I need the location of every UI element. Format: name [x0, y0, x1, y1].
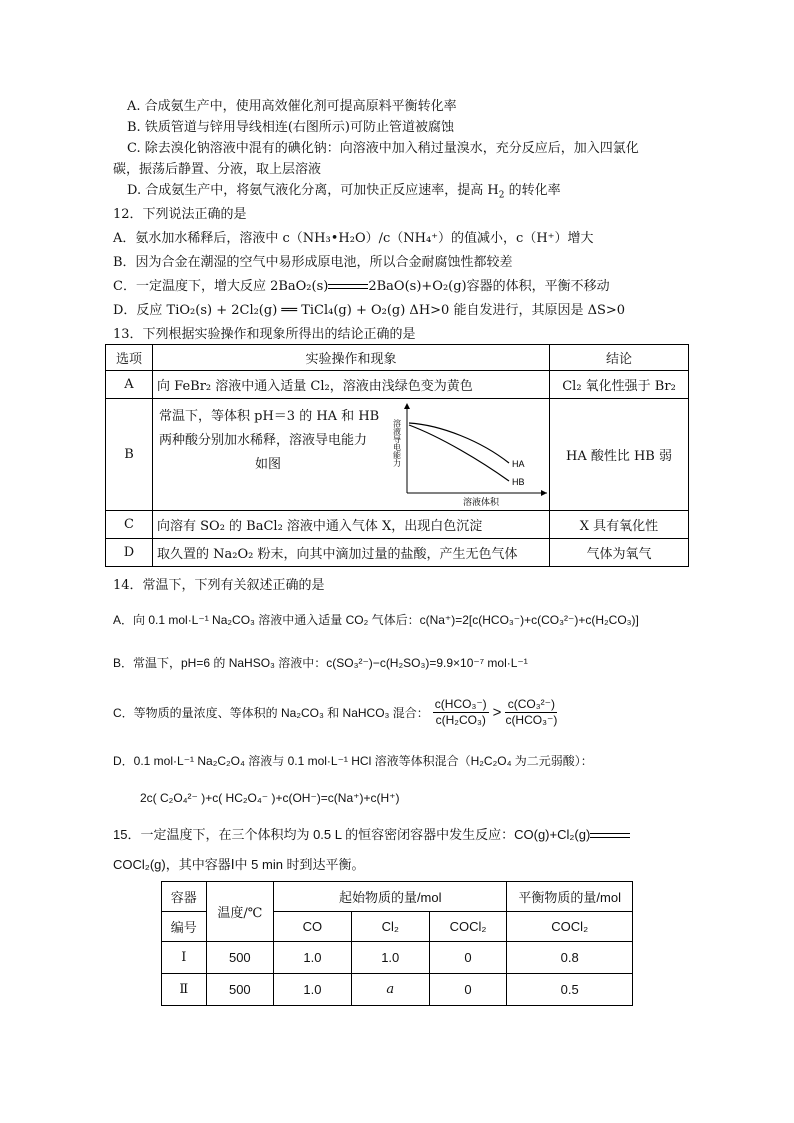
q11-option-d: D. 合成氨生产中，将氨气液化分离，可加快正反应速率，提高 $H_2$ 的转化率	[127, 183, 561, 201]
q13-row-c-conclusion: X 具有氧化性	[550, 511, 689, 539]
table-row	[106, 371, 689, 399]
fraction-1: $\frac{\text{c(HCO₃⁻)}}{\text{c(H₂CO₃)}}$	[434, 697, 487, 727]
q13-row-b-operation	[153, 399, 550, 511]
q14-option-d-equation: 2c( C₂O₄²⁻ )+c( HC₂O₄⁻ )+c(OH⁻)=c(Na⁺)+c(H⁺)	[140, 791, 400, 805]
q13-row-b-option: B	[106, 399, 153, 511]
q12-option-c: C．一定温度下，增大反应 2BaO₂(s) 2BaO(s)+O₂(g)容器的体积，平衡不移动	[113, 279, 610, 294]
q13-row-b-text-1: 常温下，等体积 pH＝3 的 HA 和 HB	[159, 409, 380, 424]
table-row	[106, 539, 689, 567]
q14-title: 14．常温下，下列有关叙述正确的是	[113, 578, 325, 593]
q15-header-eq: 平衡物质的量/mol	[507, 882, 633, 912]
q13-row-b-text-3: 如图	[255, 457, 282, 472]
q13-table	[105, 344, 689, 567]
table-row	[106, 399, 689, 511]
q13-header-conclusion: 结论	[550, 345, 689, 371]
table-row: Ⅱ 500 1.0 a 0 0.5	[162, 974, 633, 1006]
q15-sub-co: CO	[274, 912, 352, 942]
q14-option-c-text: C．等物质的量浓度、等体积的 Na₂CO₃ 和 NaHCO₃ 混合：	[113, 705, 429, 720]
ha-curve	[409, 423, 509, 463]
ha-label: HA	[512, 459, 525, 469]
q11-option-c-cont: 碳，振荡后静置、分液，取上层溶液	[113, 162, 322, 177]
table-row	[106, 511, 689, 539]
q13-row-c-option: C	[106, 511, 153, 539]
q15-table	[161, 881, 633, 1006]
q11-option-b: B. 铁质管道与锌用导线相连(右图所示)可防止管道被腐蚀	[127, 120, 454, 135]
q12-title: 12．下列说法正确的是	[113, 207, 247, 222]
q15-line-1: 15．一定温度下，在三个体积均为 0.5 L 的恒容密闭容器中发生反应：CO(g)+Cl₂(g)	[113, 826, 630, 844]
conductivity-graph	[371, 401, 551, 509]
equilibrium-arrow-icon	[328, 282, 368, 292]
q15-header-container: 容器	[162, 882, 207, 912]
q15-header-start: 起始物质的量/mol	[274, 882, 507, 912]
q14-option-a: A．向 0.1 mol·L⁻¹ Na₂CO₃ 溶液中通入适量 CO₂ 气体后：c(Na⁺)=2[c(HCO₃⁻)+c(CO₃²⁻)+c(H₂CO₃)]	[113, 613, 639, 627]
q11-option-a: A. 合成氨生产中，使用高效催化剂可提高原料平衡转化率	[127, 99, 457, 114]
q13-row-b-conclusion: HA 酸性比 HB 弱	[550, 399, 689, 511]
q13-title: 13．下列根据实验操作和现象所得出的结论正确的是	[113, 327, 416, 342]
q15-sub-cocl2-eq: COCl₂	[507, 912, 633, 942]
greater-than-sign: >	[492, 703, 502, 721]
q14-option-d: D．0.1 mol·L⁻¹ Na₂C₂O₄ 溶液与 0.1 mol·L⁻¹ HCl 溶液等体积混合（H₂C₂O₄ 为二元弱酸）：	[113, 754, 593, 768]
q12-option-d: D．反应 TiO₂(s) + 2Cl₂(g) ══ TiCl₄(g) + O₂(g) ΔH>0 能自发进行，其原因是 ΔS>0	[113, 303, 626, 318]
y-axis-label: 溶液导电能力	[392, 419, 402, 467]
q15-header-temp: 温度/℃	[206, 882, 273, 942]
q13-row-c-operation: 向溶有 SO₂ 的 BaCl₂ 溶液中通入气体 X，出现白色沉淀	[153, 511, 550, 539]
q15-sub-cocl2-start: COCl₂	[429, 912, 507, 942]
q13-row-a-operation: 向 FeBr₂ 溶液中通入适量 Cl₂，溶液由浅绿色变为黄色	[153, 371, 550, 399]
q13-row-d-operation: 取久置的 Na₂O₂ 粉末，向其中滴加过量的盐酸，产生无色气体	[153, 539, 550, 567]
q13-row-d-conclusion: 气体为氧气	[550, 539, 689, 567]
q15-sub-cl2: Cl₂	[351, 912, 429, 942]
q13-row-d-option: D	[106, 539, 153, 567]
q13-row-b-text-2: 两种酸分别加水稀释，溶液导电能力	[159, 433, 368, 448]
equilibrium-arrow-icon	[590, 831, 630, 841]
hb-label: HB	[512, 477, 525, 487]
q12-option-b: B．因为合金在潮湿的空气中易形成原电池，所以合金耐腐蚀性都较差	[113, 255, 513, 270]
q13-row-a-conclusion: Cl₂ 氧化性强于 Br₂	[550, 371, 689, 399]
table-row: Ⅰ 500 1.0 1.0 0 0.8	[162, 942, 633, 974]
q13-header-option: 选项	[106, 345, 153, 371]
fraction-2: $\frac{\text{c(CO₃²⁻)}}{\text{c(HCO₃⁻)}}$	[505, 697, 558, 727]
q15-line-2: COCl₂(g)，其中容器Ⅰ中 5 min 时到达平衡。	[113, 857, 365, 872]
q12-option-a: A．氨水加水稀释后，溶液中 c（NH₃•H₂O）/c（NH₄⁺）的值减小，c（H⁺）增大	[113, 231, 594, 246]
q15-header-number: 编号	[162, 912, 207, 942]
q14-option-b: B．常温下，pH=6 的 NaHSO₃ 溶液中：c(SO₃²⁻)−c(H₂SO₃)=9.9×10⁻⁷ mol·L⁻¹	[113, 656, 528, 670]
q14-option-c	[113, 697, 557, 728]
x-axis-label: 溶液体积	[463, 498, 500, 508]
q13-row-a-option: A	[106, 371, 153, 399]
q11-option-c: C. 除去溴化钠溶液中混有的碘化钠：向溶液中加入稍过量溴水，充分反应后，加入四氯化	[127, 141, 639, 156]
q13-header-operation: 实验操作和现象	[153, 345, 550, 371]
